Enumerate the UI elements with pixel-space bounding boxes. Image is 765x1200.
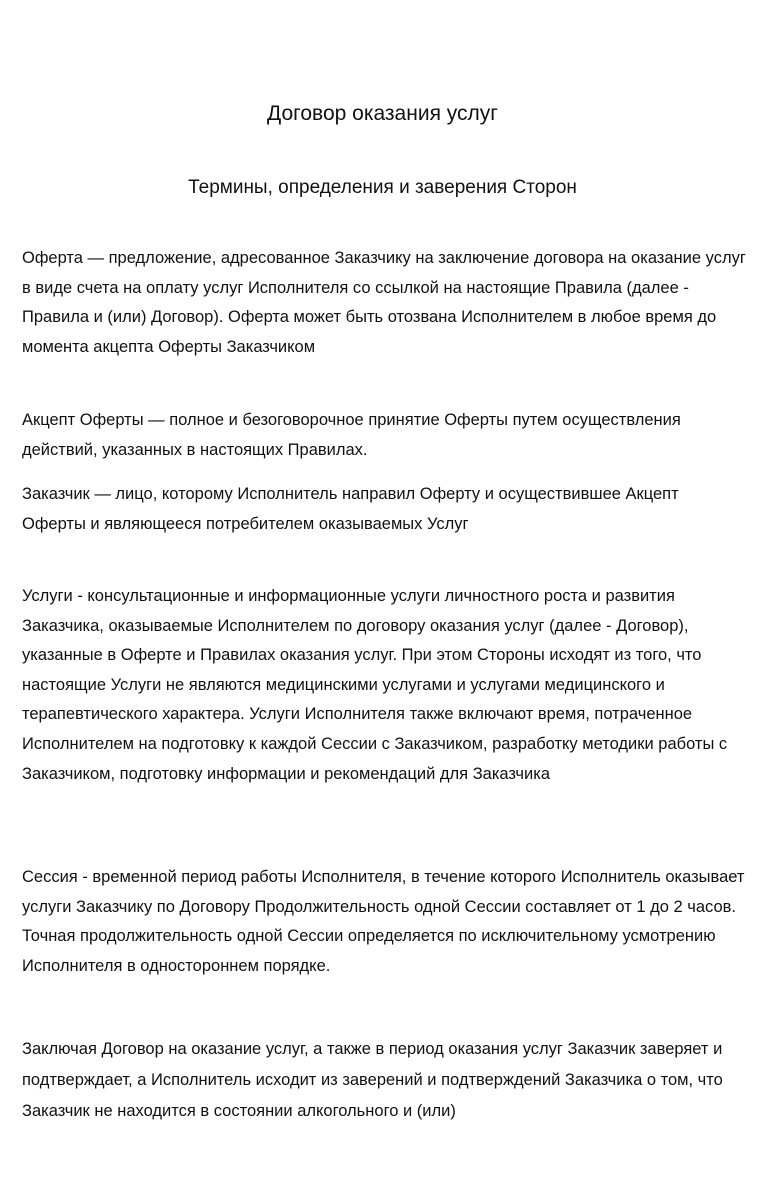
paragraph-offer-acceptance: Акцепт Оферты — полное и безоговорочное принятие Оферты путем осуществления действий, указанных в настоящих Правилах. — [22, 411, 681, 459]
section-heading: Термины, определения и заверения Сторон — [188, 177, 577, 198]
paragraph-offer: Оферта — предложение, адресованное Заказчику на заключение договора на оказание услуг в виде счета на оплату услуг Исполнителя со ссылкой на настоящие Правила (далее - Правила и (или) Договор). Оферта может быть отозвана Исполнителем в любое время до момента акцепта Оферты Заказчиком — [22, 249, 746, 356]
paragraph-session: Сессия - временной период работы Исполнителя, в течение которого Исполнитель оказывает услуги Заказчику по Договору Продолжительность одной Сессии составляет от 1 до 2 часов. Точная продолжительность одной Сессии определяется по исключительному усмотрению Исполнителя в одностороннем порядке. — [22, 868, 745, 975]
document-title: Договор оказания услуг — [267, 102, 498, 125]
paragraph-assurances: Заключая Договор на оказание услуг, а также в период оказания услуг Заказчик заверяет и подтверждает, а Исполнитель исходит из заверений и подтверждений Заказчика о том, что Заказчик не находится в состоянии алкогольного и (или) — [22, 1040, 723, 1120]
paragraph-customer: Заказчик — лицо, которому Исполнитель направил Оферту и осуществившее Акцепт Оферты и являющееся потребителем оказываемых Услуг — [22, 485, 679, 533]
paragraph-services: Услуги - консультационные и информационные услуги личностного роста и развития Заказчика, оказываемые Исполнителем по договору оказания услуг (далее - Договор), указанные в Оферте и Правилах оказания услуг. При этом Стороны исходят из того, что настоящие Услуги не являются медицинскими услугами и услугами медицинского и терапевтического характера. Услуги Исполнителя также включают время, потраченное Исполнителем на подготовку к каждой Сессии с Заказчиком, разработку методики работы с Заказчиком, подготовку информации и рекомендаций для Заказчика — [22, 587, 728, 783]
